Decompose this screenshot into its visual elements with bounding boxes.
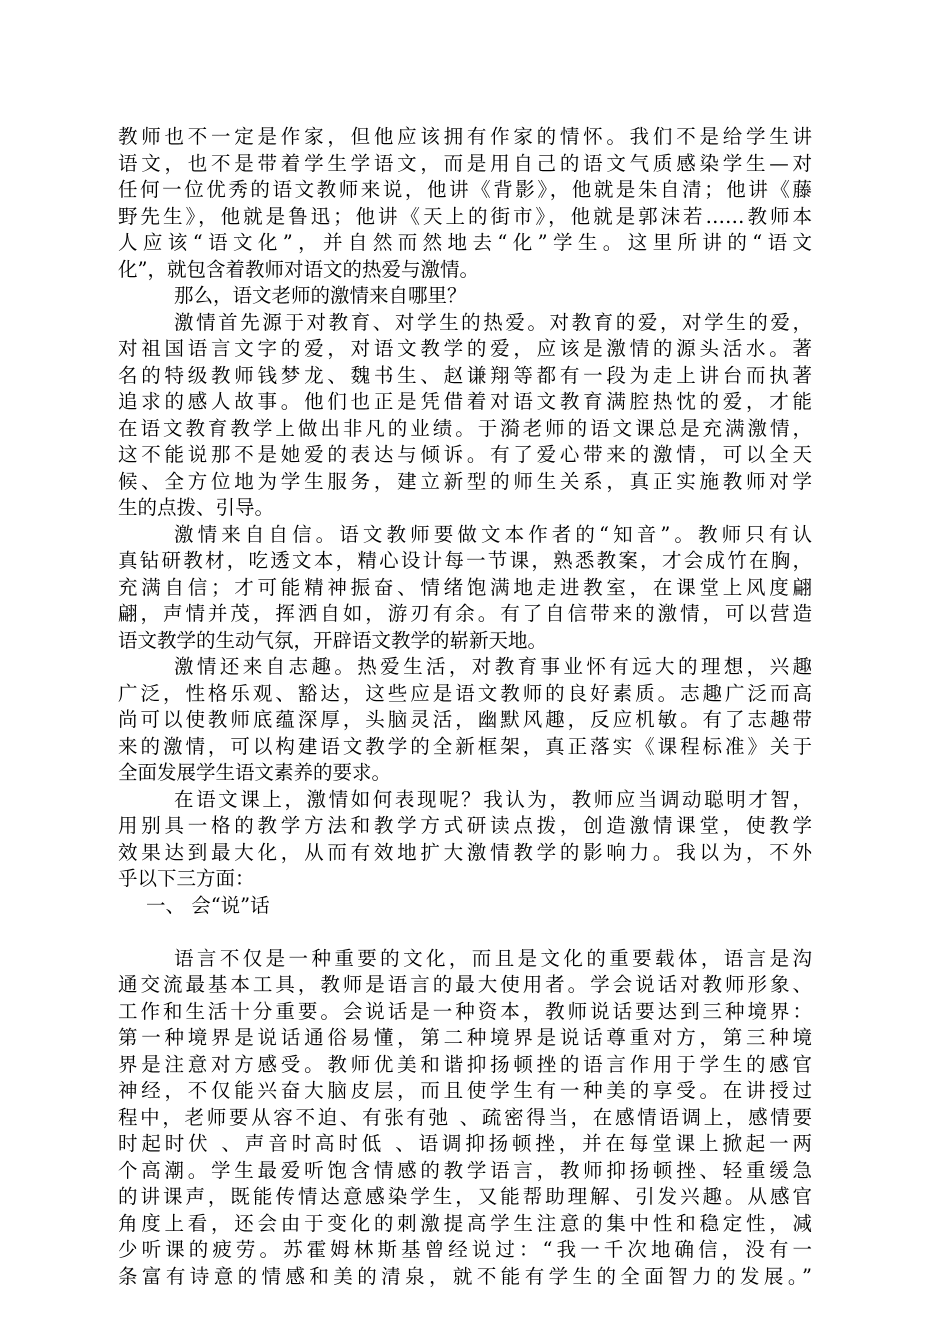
text-line: 条富有诗意的情感和美的清泉，就不能有学生的全面智力的发展。”	[118, 1264, 812, 1288]
text-line: 广泛，性格乐观、豁达，这些应是语文教师的良好素质。志趣广泛而高	[118, 681, 812, 705]
text-line: 时起时伏 、声音时高时低 、语调抑扬顿挫，并在每堂课上掀起一两	[118, 1132, 812, 1155]
text-line: 界是注意对方感受。教师优美和谐抑扬顿挫的语言作用于学生的感官	[118, 1052, 812, 1076]
text-line: 任何一位优秀的语文教师来说，他讲《背影》，他就是朱自清；他讲《藤	[118, 178, 812, 201]
text-line: 那么，语文老师的激情来自哪里？	[174, 284, 467, 307]
text-line: 少听课的疲劳。苏霍姆林斯基曾经说过：“我一千次地确信，没有一	[118, 1238, 812, 1261]
text-line: 真钻研教材，吃透文本，精心设计每一节课，熟悉教案，才会成竹在胸，	[118, 549, 812, 572]
text-line: 工作和生活十分重要。会说话是一种资本，教师说话要达到三种境界：	[118, 999, 812, 1023]
section-heading: 一、 会“说”话	[146, 893, 270, 917]
text-line: 用别具一格的教学方法和教学方式研读点拨，创造激情课堂，使教学	[118, 814, 812, 837]
text-line: 对祖国语言文字的爱，对语文教学的爱，应该是激情的源头活水。著	[118, 337, 812, 360]
text-line: 人应该“语文化”，并自然而然地去“化”学生。这里所讲的“语文	[118, 231, 812, 254]
text-line: 激情首先源于对教育、对学生的热爱。对教育的爱，对学生的爱，	[174, 310, 812, 334]
blank-line	[118, 919, 812, 946]
text-line: 角度上看，还会由于变化的刺激提高学生注意的集中性和稳定性，减	[118, 1211, 812, 1235]
text-line: 乎以下三方面：	[118, 867, 255, 890]
text-line: 追求的感人故事。他们也正是凭借着对语文教育满腔热忱的爱，才能	[118, 390, 812, 413]
text-line: 效果达到最大化，从而有效地扩大激情教学的影响力。我以为，不外	[118, 840, 812, 864]
text-line: 激情还来自志趣。热爱生活，对教育事业怀有远大的理想，兴趣	[174, 655, 812, 678]
text-line: 尚可以使教师底蕴深厚，头脑灵活，幽默风趣，反应机敏。有了志趣带	[118, 708, 812, 731]
text-line: 语文教学的生动气氛，开辟语文教学的崭新天地。	[118, 628, 548, 652]
text-line: 第一种境界是说话通俗易懂，第二种境界是说话尊重对方，第三种境	[118, 1026, 812, 1049]
text-line: 翩，声情并茂，挥洒自如，游刃有余。有了自信带来的激情，可以营造	[118, 602, 812, 625]
text-line: 候、全方位地为学生服务，建立新型的师生关系，真正实施教师对学	[118, 469, 812, 493]
text-line: 野先生》，他就是鲁迅；他讲《天上的街市》，他就是郭沫若……教师本	[118, 204, 812, 228]
text-line: 全面发展学生语文素养的要求。	[118, 761, 392, 784]
text-line: 生的点拨、引导。	[118, 496, 275, 519]
text-line: 程中，老师要从容不迫、有张有弛 、疏密得当，在感情语调上，感情要	[118, 1105, 812, 1129]
text-line: 名的特级教师钱梦龙、魏书生、赵谦翔等都有一段为走上讲台而执著	[118, 363, 812, 387]
text-line: 这不能说那不是她爱的表达与倾诉。有了爱心带来的激情，可以全天	[118, 443, 812, 466]
text-line: 的讲课声，既能传情达意感染学生，又能帮助理解、引发兴趣。从感官	[118, 1185, 812, 1208]
text-line: 教师也不一定是作家，但他应该拥有作家的情怀。我们不是给学生讲	[118, 125, 812, 148]
text-line: 在语文课上，激情如何表现呢？我认为，教师应当调动聪明才智，	[174, 787, 812, 811]
text-line: 激情来自自信。语文教师要做文本作者的“知音”。教师只有认	[174, 522, 812, 546]
document-body	[118, 124, 812, 1290]
text-line: 语文，也不是带着学生学语文，而是用自己的语文气质感染学生—对	[118, 151, 812, 175]
text-line: 在语文教育教学上做出非凡的业绩。于漪老师的语文课总是充满激情，	[118, 416, 812, 440]
text-line: 通交流最基本工具，教师是语言的最大使用者。学会说话对教师形象、	[118, 973, 812, 996]
text-line: 个高潮。学生最爱听饱含情感的教学语言，教师抑扬顿挫、轻重缓急	[118, 1158, 812, 1182]
text-line: 充满自信；才可能精神振奋、情绪饱满地走进教室，在课堂上风度翩	[118, 575, 812, 599]
text-line: 神经，不仅能兴奋大脑皮层，而且使学生有一种美的享受。在讲授过	[118, 1079, 812, 1102]
text-line: 来的激情，可以构建语文教学的全新框架，真正落实《课程标准》关于	[118, 734, 812, 758]
text-line: 化”，就包含着教师对语文的热爱与激情。	[118, 257, 479, 281]
text-line: 语言不仅是一种重要的文化，而且是文化的重要载体，语言是沟	[174, 946, 812, 970]
